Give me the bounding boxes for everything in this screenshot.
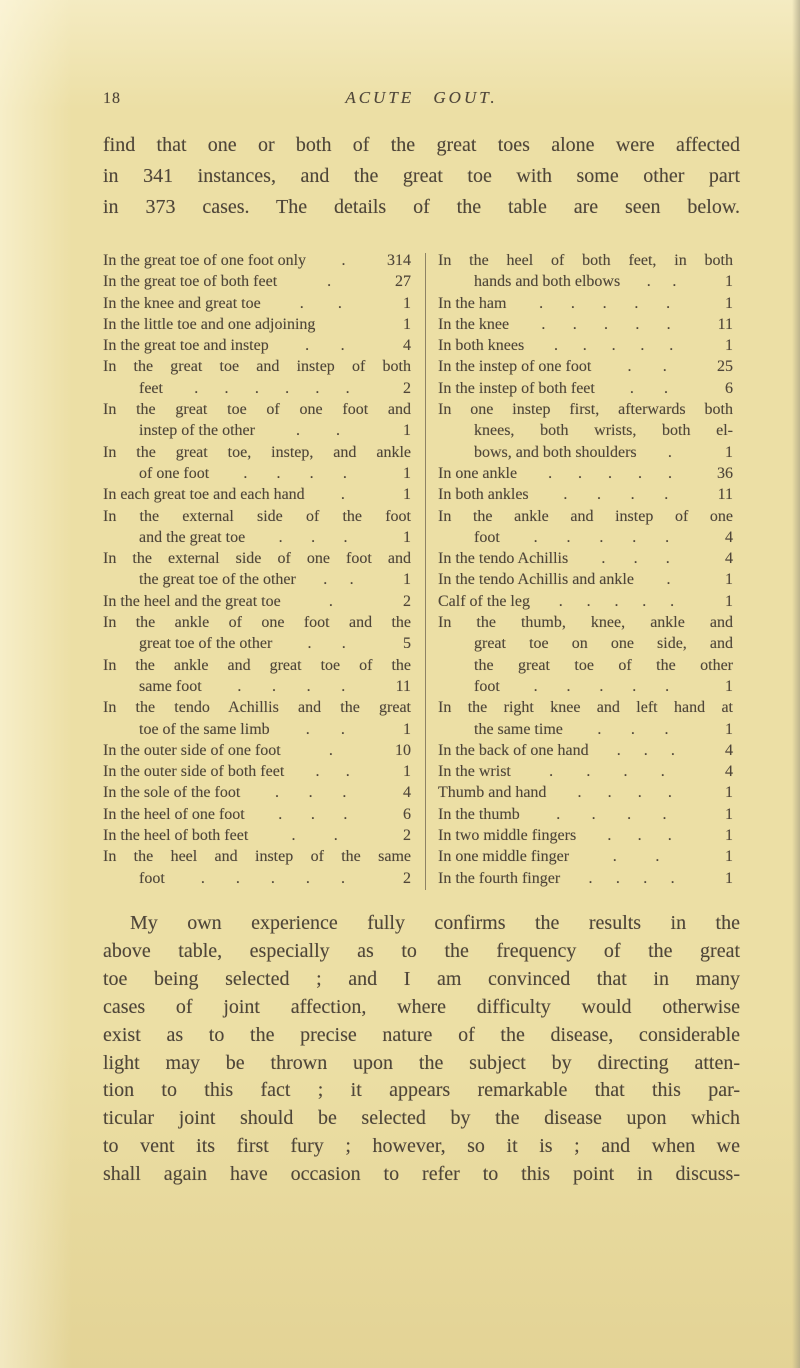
entry-text: In the outer side of one foot	[103, 741, 281, 759]
table-line: In the ankle and great toe of the	[103, 656, 411, 674]
entry-text: and the great toe	[139, 528, 246, 546]
leader-dots: . . .	[597, 720, 669, 738]
entry-value: 4	[725, 741, 733, 759]
entry-text: In the tendo Achillis and ankle	[438, 571, 634, 589]
entry-text: instep of the other	[139, 422, 255, 440]
entry-text: In both ankles	[438, 486, 529, 504]
paragraph-line: to vent its first fury ; however, so it is ; and when we	[103, 1135, 740, 1158]
table-line	[103, 804, 411, 825]
leader-dots: . . . . .	[548, 464, 672, 482]
paragraph-line: in 373 cases. The details of the table are seen below.	[103, 196, 740, 218]
table-line	[438, 378, 733, 399]
entry-text: the same time	[474, 720, 563, 738]
entry-text: the great toe of the other	[139, 571, 296, 589]
table-line	[438, 293, 733, 314]
leader-dots: . .	[629, 379, 668, 397]
entry-text: In the great toe of both feet	[103, 273, 278, 291]
entry-value: 1	[725, 827, 733, 845]
table-line	[438, 356, 733, 377]
entry-text: foot	[139, 869, 165, 887]
table-line	[438, 271, 733, 292]
statistics-table	[103, 250, 735, 890]
table-line	[438, 846, 733, 867]
entry-value: 1	[403, 315, 411, 333]
table-line	[438, 484, 733, 505]
table-line: In the heel and instep of the same	[103, 848, 411, 866]
entry-value: 1	[725, 443, 733, 461]
table-line	[103, 378, 411, 399]
entry-value: 11	[395, 677, 411, 695]
entry-value: 5	[403, 635, 411, 653]
paragraph-line: above table, especially as to the frequency of the great	[103, 939, 740, 962]
entry-text: great toe of the other	[139, 635, 273, 653]
table-line	[438, 463, 733, 484]
table-line	[103, 591, 411, 612]
table-line: In the thumb, knee, ankle and	[438, 614, 733, 632]
entry-text: Calf of the leg	[438, 592, 530, 610]
entry-value: 4	[725, 550, 733, 568]
table-line	[103, 250, 411, 271]
entry-value: 4	[403, 337, 411, 355]
entry-text: In the knee	[438, 315, 510, 333]
paragraph-line: in 341 instances, and the great toe with some other part	[103, 165, 740, 187]
leader-dots: . .	[307, 635, 346, 653]
leader-dots: . . . .	[556, 805, 667, 823]
table-line	[103, 782, 411, 803]
table-line: In the heel of both feet, in both	[438, 252, 733, 269]
entry-value: 27	[395, 273, 411, 291]
paragraph-line: find that one or both of the great toes alone were affected	[103, 134, 740, 156]
paragraph-line: cases of joint affection, where difficulty would otherwise	[103, 995, 740, 1018]
entry-text: In the ham	[438, 294, 507, 312]
entry-value: 1	[725, 848, 733, 866]
closing-paragraph	[103, 910, 740, 1189]
entry-text: In the thumb	[438, 805, 520, 823]
leader-dots: . .	[305, 337, 345, 355]
paragraph-line: tion to this fact ; it appears remarkable that this par-	[103, 1079, 740, 1102]
paragraph-line: shall again have occasion to refer to this point in discuss-	[103, 1163, 740, 1186]
table-line	[103, 420, 411, 441]
table-line	[103, 740, 411, 761]
table-line	[103, 761, 411, 782]
table-line	[438, 591, 733, 612]
leader-dots: . . .	[278, 528, 348, 546]
leader-dots: .	[667, 443, 672, 461]
table-line: In one instep first, afterwards both	[438, 401, 733, 419]
page-number: 18	[103, 90, 121, 107]
table-line	[103, 463, 411, 484]
table-line	[438, 442, 733, 463]
entry-text: foot	[474, 528, 500, 546]
entry-value: 1	[403, 464, 411, 482]
leader-dots: .	[340, 486, 345, 504]
intro-paragraph	[103, 130, 740, 223]
table-line	[438, 676, 733, 697]
table-line	[438, 868, 733, 889]
table-line: the great toe of the other	[474, 656, 733, 674]
paragraph-line: toe being selected ; and I am convinced that in many	[103, 967, 740, 990]
entry-text: In the knee and great toe	[103, 294, 261, 312]
running-title: ACUTE GOUT.	[345, 88, 498, 107]
table-line	[103, 527, 411, 548]
table-line	[438, 740, 733, 761]
entry-text: In one middle finger	[438, 848, 570, 866]
leader-dots: . . . .	[237, 677, 346, 695]
entry-text: Thumb and hand	[438, 784, 547, 802]
table-line	[438, 782, 733, 803]
entry-value: 36	[717, 464, 733, 482]
table-line	[438, 804, 733, 825]
entry-text: In two middle fingers	[438, 827, 577, 845]
entry-value: 1	[725, 720, 733, 738]
entry-value: 25	[717, 358, 733, 376]
entry-text: hands and both elbows	[474, 273, 621, 291]
entry-value: 1	[725, 273, 733, 291]
leader-dots: . . . .	[563, 486, 669, 504]
entry-text: In the outer side of both feet	[103, 763, 285, 781]
entry-value: 314	[387, 252, 411, 269]
leader-dots: . . . . .	[539, 294, 671, 312]
leader-dots: . . . .	[577, 784, 672, 802]
table-line	[438, 569, 733, 590]
entry-text: foot	[474, 677, 500, 695]
entry-value: 2	[403, 379, 411, 397]
entry-value: 1	[725, 677, 733, 695]
entry-value: 1	[725, 869, 733, 887]
entry-text: In the heel and the great toe	[103, 592, 281, 610]
entry-value: 1	[725, 592, 733, 610]
entry-value: 11	[717, 315, 733, 333]
table-line	[103, 314, 411, 335]
running-header-row	[103, 88, 740, 108]
leader-dots: . .	[299, 294, 342, 312]
leader-dots: . .	[291, 827, 338, 845]
page-edge-shadow	[792, 0, 800, 1368]
entry-text: In the instep of both feet	[438, 379, 595, 397]
entry-value: 1	[403, 763, 411, 781]
entry-text: In the great toe and instep	[103, 337, 269, 355]
entry-value: 1	[725, 337, 733, 355]
paragraph-line: exist as to the precise nature of the disease, considerable	[103, 1023, 740, 1046]
paragraph-line: My own experience fully confirms the results in the	[130, 912, 740, 934]
table-line: In the ankle and instep of one	[438, 507, 733, 525]
entry-value: 4	[725, 528, 733, 546]
table-line: In the ankle of one foot and the	[103, 614, 411, 632]
table-line	[103, 271, 411, 292]
table-line	[103, 676, 411, 697]
table-line	[438, 314, 733, 335]
entry-value: 1	[725, 571, 733, 589]
table-line: In the great toe, instep, and ankle	[103, 443, 411, 461]
entry-value: 1	[725, 294, 733, 312]
table-line: In the tendo Achillis and the great	[103, 699, 411, 717]
leader-dots: . .	[295, 422, 340, 440]
leader-dots: .	[666, 571, 671, 589]
entry-value: 4	[725, 763, 733, 781]
leader-dots: . . .	[601, 550, 670, 568]
table-line	[438, 548, 733, 569]
leader-dots: . .	[612, 848, 660, 866]
entry-text: In the heel of both feet	[103, 827, 249, 845]
leader-dots: . . . . .	[200, 869, 345, 887]
entry-text: bows, and both shoulders	[474, 443, 637, 461]
entry-value: 2	[403, 827, 411, 845]
table-line	[103, 633, 411, 654]
entry-text: In each great toe and each hand	[103, 486, 305, 504]
leader-dots: . . .	[607, 827, 672, 845]
entry-value: 1	[725, 784, 733, 802]
entry-text: In the heel of one foot	[103, 805, 245, 823]
entry-value: 1	[403, 486, 411, 504]
table-line	[438, 825, 733, 846]
leader-dots: . . .	[274, 784, 347, 802]
leader-dots: . .	[315, 763, 350, 781]
entry-value: 1	[403, 571, 411, 589]
entry-text: feet	[139, 379, 163, 397]
entry-text: In the back of one hand	[438, 741, 589, 759]
entry-value: 2	[403, 869, 411, 887]
entry-text: In the tendo Achillis	[438, 550, 569, 568]
entry-value: 1	[725, 805, 733, 823]
entry-text: In the great toe of one foot only	[103, 252, 307, 269]
table-line	[438, 335, 733, 356]
entry-value: 1	[403, 294, 411, 312]
table-line: In the external side of the foot	[103, 507, 411, 525]
entry-text: In both knees	[438, 337, 525, 355]
entry-value: 6	[403, 805, 411, 823]
entry-value: 1	[403, 720, 411, 738]
leader-dots: .	[328, 741, 333, 759]
table-line	[103, 719, 411, 740]
entry-text: In the little toe and one adjoining	[103, 315, 316, 333]
table-line: In the great toe and instep of both	[103, 358, 411, 376]
table-line	[438, 761, 733, 782]
table-column-right	[438, 250, 733, 889]
entry-text: same foot	[139, 677, 202, 695]
leader-dots: . . .	[278, 805, 348, 823]
entry-value: 1	[403, 528, 411, 546]
leader-dots: . . . . .	[533, 528, 670, 546]
leader-dots: . . . .	[588, 869, 675, 887]
table-line	[103, 335, 411, 356]
leader-dots: .	[327, 273, 332, 291]
entry-value: 10	[395, 741, 411, 759]
leader-dots: . .	[627, 358, 667, 376]
entry-text: toe of the same limb	[139, 720, 270, 738]
leader-dots: . . . . .	[541, 315, 671, 333]
entry-text: of one foot	[139, 464, 210, 482]
leader-dots: . . . . .	[554, 337, 674, 355]
table-line	[438, 527, 733, 548]
table-column-left	[103, 250, 411, 889]
entry-value: 11	[717, 486, 733, 504]
leader-dots: . . . . . .	[194, 379, 350, 397]
table-line	[103, 293, 411, 314]
paragraph-line: light may be thrown upon the subject by directing atten-	[103, 1051, 740, 1074]
entry-text: In one ankle	[438, 464, 518, 482]
leader-dots: . . . . .	[533, 677, 670, 695]
leader-dots: . . . .	[549, 763, 665, 781]
table-line	[103, 825, 411, 846]
entry-value: 6	[725, 379, 733, 397]
leader-dots: . . .	[616, 741, 675, 759]
table-line: In the great toe of one foot and	[103, 401, 411, 419]
table-line: knees, both wrists, both el-	[474, 422, 733, 440]
entry-value: 1	[403, 422, 411, 440]
leader-dots: .	[328, 592, 333, 610]
leader-dots: . . . . .	[558, 592, 675, 610]
paragraph-line: ticular joint should be selected by the disease upon which	[103, 1107, 740, 1130]
entry-value: 4	[403, 784, 411, 802]
leader-dots: . . . .	[243, 464, 347, 482]
table-line	[103, 569, 411, 590]
leader-dots: . .	[305, 720, 345, 738]
entry-text: In the sole of the foot	[103, 784, 241, 802]
leader-dots: . .	[323, 571, 354, 589]
entry-text: In the wrist	[438, 763, 511, 781]
entry-text: In the instep of one foot	[438, 358, 592, 376]
entry-text: In the fourth finger	[438, 869, 561, 887]
table-line: In the external side of one foot and	[103, 550, 411, 568]
table-line	[438, 719, 733, 740]
leader-dots: . .	[646, 273, 677, 291]
leader-dots: .	[341, 252, 346, 269]
entry-value: 2	[403, 592, 411, 610]
table-line: In the right knee and left hand at	[438, 699, 733, 717]
column-divider	[425, 253, 426, 890]
table-line	[103, 868, 411, 889]
table-line	[103, 484, 411, 505]
table-line: great toe on one side, and	[474, 635, 733, 653]
